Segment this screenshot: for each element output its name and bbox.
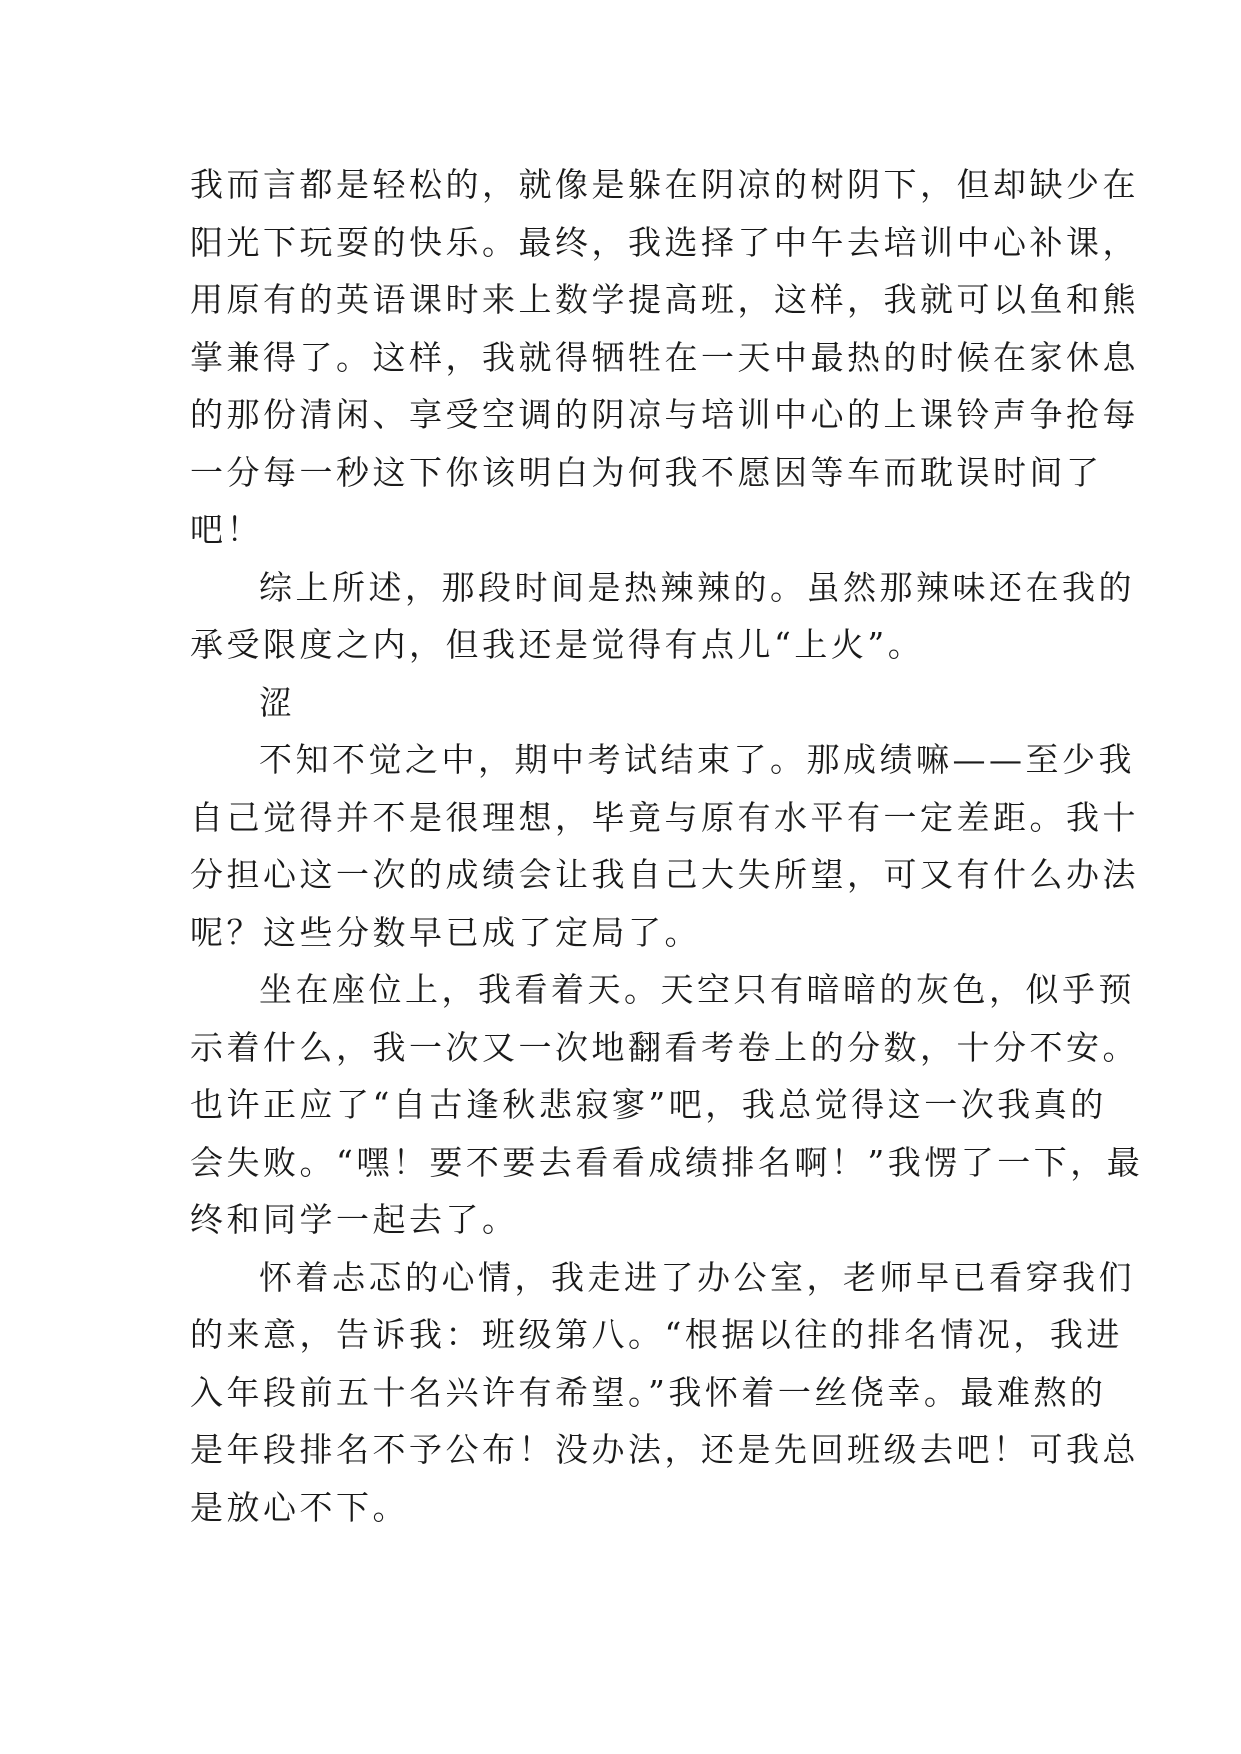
text-line: 示着什么，我一次又一次地翻看考卷上的分数，十分不安。	[190, 1027, 1139, 1067]
text-line: 掌兼得了。这样，我就得牺牲在一天中最热的时候在家休息	[190, 337, 1139, 377]
text-line: 入年段前五十名兴许有希望。”我怀着一丝侥幸。最难熬的	[190, 1372, 1107, 1412]
text-line: 坐在座位上，我看着天。天空只有暗暗的灰色，似乎预	[259, 970, 1135, 1009]
text-line: 终和同学一起去了。	[190, 1200, 519, 1239]
text-line: 自己觉得并不是很理想，毕竟与原有水平有一定差距。我十	[190, 797, 1139, 837]
text-line: 是放心不下。	[190, 1487, 409, 1527]
text-line: 综上所述，那段时间是热辣辣的。虽然那辣味还在我的	[259, 567, 1135, 607]
text-line: 的来意，告诉我：班级第八。“根据以往的排名情况，我进	[190, 1315, 1123, 1354]
text-line: 我而言都是轻松的，就像是躲在阴凉的树阴下，但却缺少在	[190, 165, 1139, 204]
document-body	[190, 156, 1144, 1536]
text-line: 怀着忐忑的心情，我走进了办公室，老师早已看穿我们	[259, 1257, 1135, 1297]
text-line: 承受限度之内，但我还是觉得有点儿“上火”。	[190, 625, 925, 664]
text-line: 的那份清闲、享受空调的阴凉与培训中心的上课铃声争抢每	[190, 395, 1139, 434]
text-line: 是年段排名不予公布！没办法，还是先回班级去吧！可我总	[190, 1430, 1139, 1469]
text-line: 吧！	[190, 510, 263, 549]
text-line: 不知不觉之中，期中考试结束了。那成绩嘛——至少我	[259, 740, 1135, 779]
text-line: 阳光下玩耍的快乐。最终，我选择了中午去培训中心补课，	[190, 222, 1139, 262]
text-line: 也许正应了“自古逢秋悲寂寥”吧，我总觉得这一次我真的	[190, 1085, 1107, 1124]
text-line: 涩	[259, 682, 296, 722]
text-line: 呢？这些分数早已成了定局了。	[190, 912, 701, 952]
text-line: 会失败。“嘿！要不要去看看成绩排名啊！”我愣了一下，最	[190, 1142, 1144, 1182]
text-line: 一分每一秒这下你该明白为何我不愿因等车而耽误时间了	[190, 452, 1103, 492]
text-line: 用原有的英语课时来上数学提高班，这样，我就可以鱼和熊	[190, 280, 1139, 319]
text-line: 分担心这一次的成绩会让我自己大失所望，可又有什么办法	[190, 855, 1139, 894]
